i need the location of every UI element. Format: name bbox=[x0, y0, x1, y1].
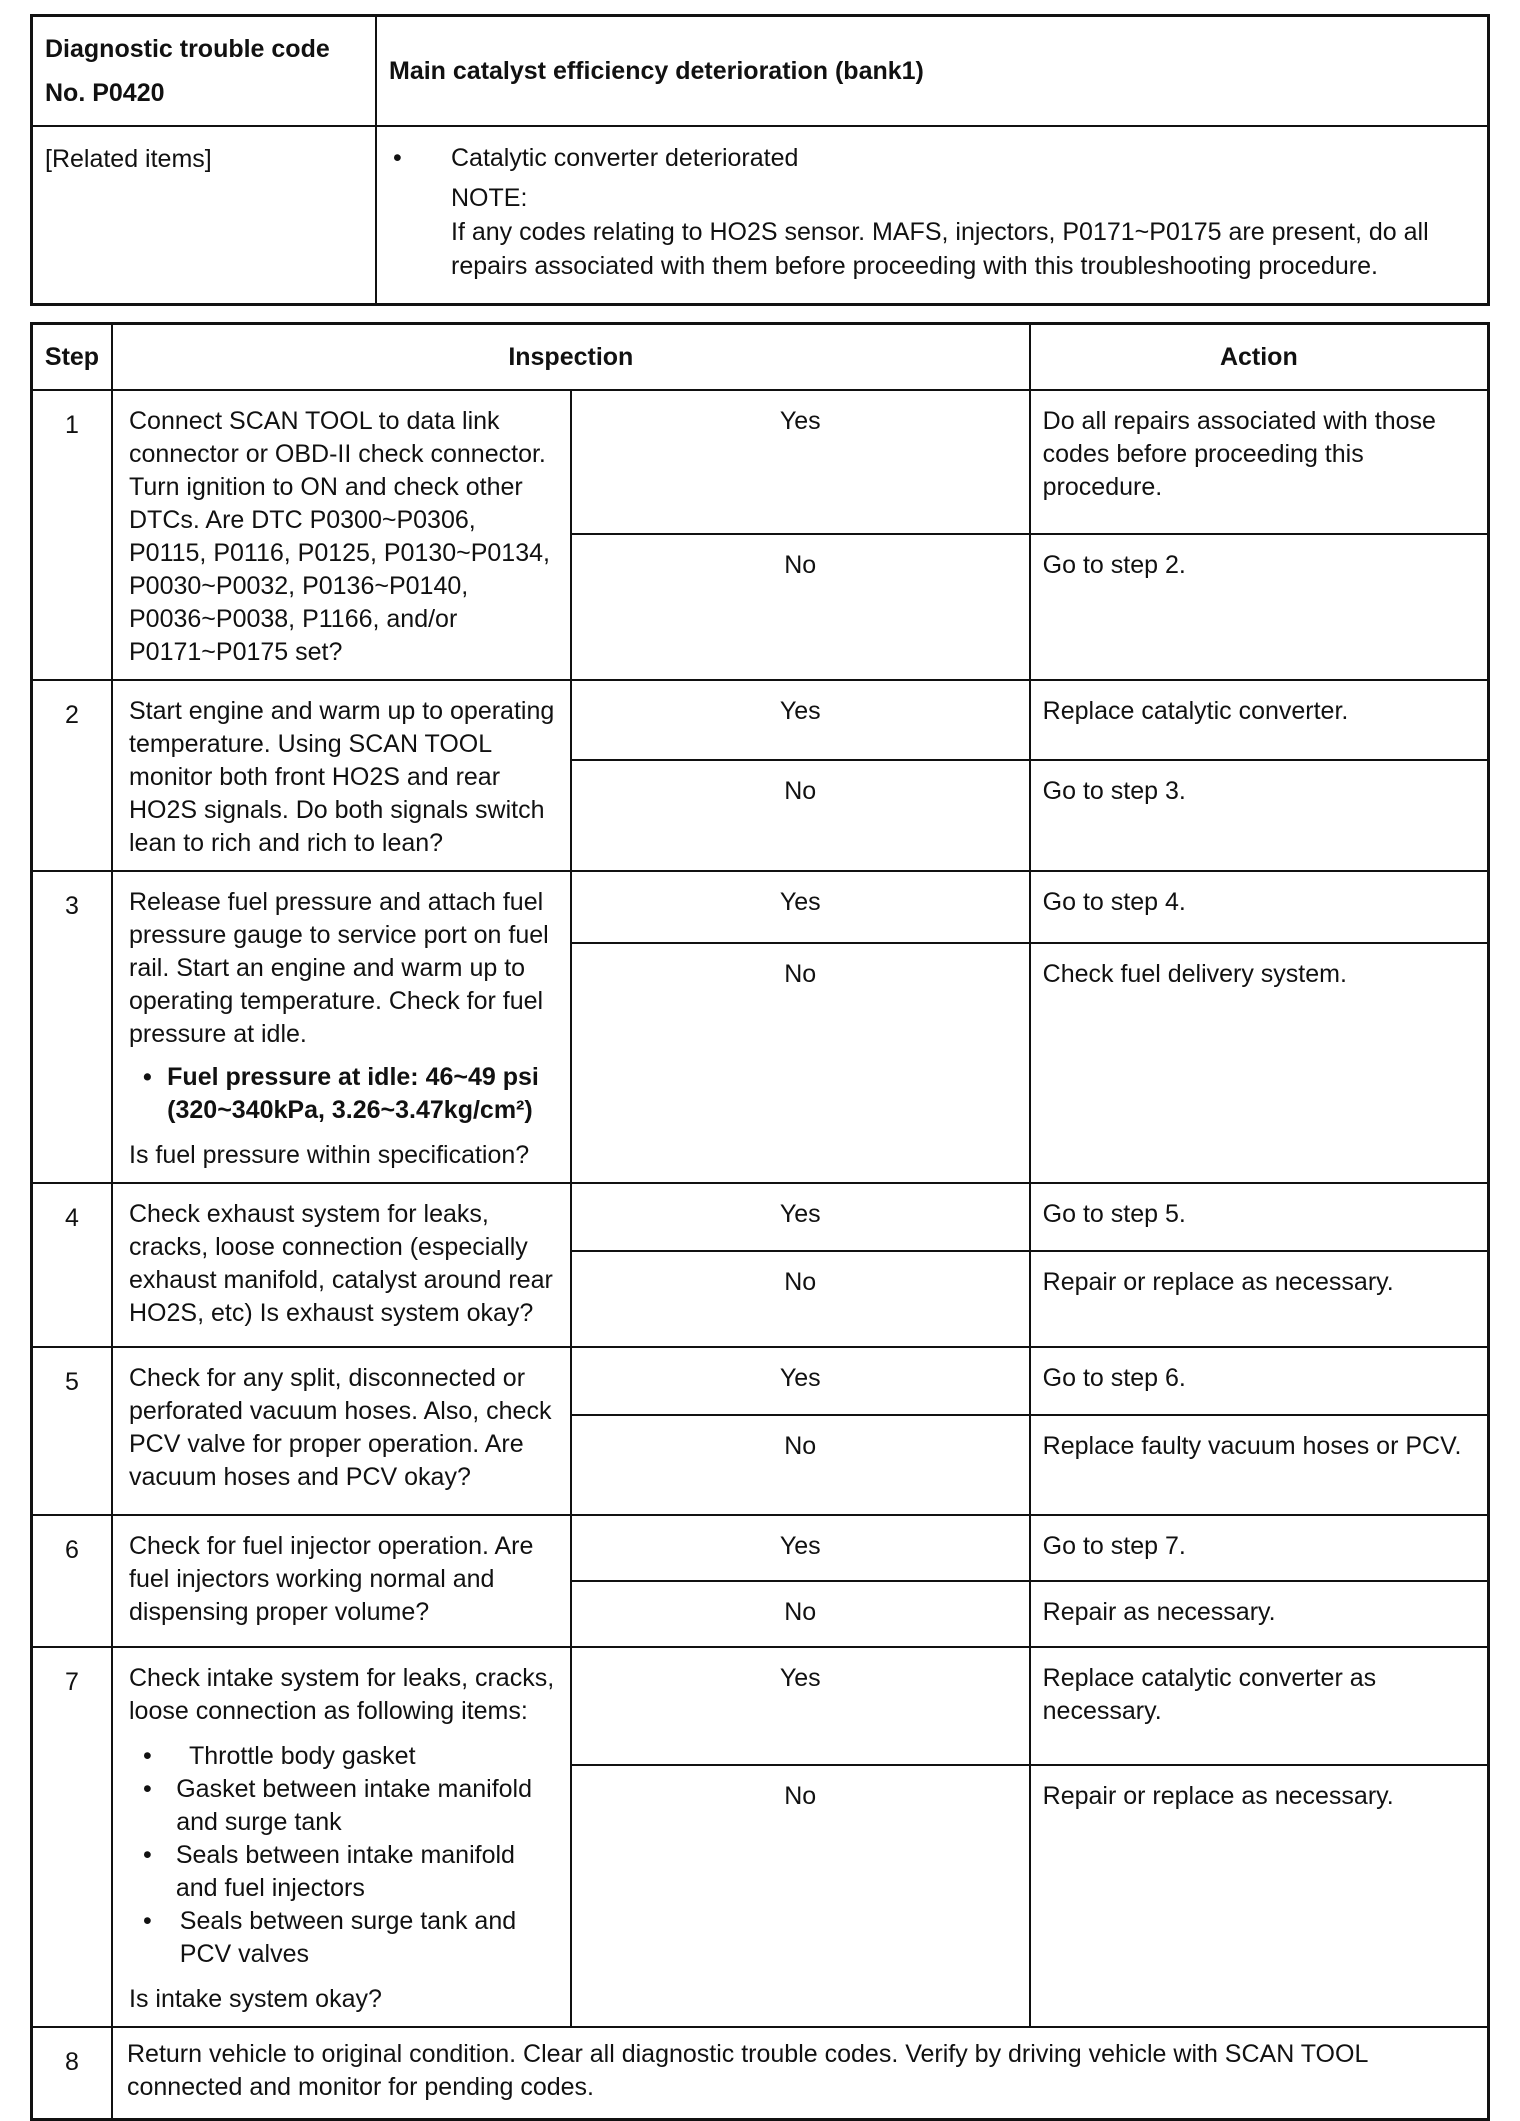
step-inspection: Start engine and warm up to operating temperature. Using SCAN TOOL monitor both front HO2S and rear HO2S signals. Do both signals switch lean to rich and rich to lean? bbox=[112, 680, 571, 871]
list-item-text: Gasket between intake manifold and surge tank bbox=[176, 1775, 532, 1836]
intake-items-list bbox=[129, 1740, 558, 1971]
step-full-instruction: Return vehicle to original condition. Clear all diagnostic trouble codes. Verify by driving vehicle with SCAN TOOL connected and monitor for pending codes. bbox=[112, 2027, 1489, 2120]
table-row bbox=[32, 1183, 1489, 1251]
yes-label: Yes bbox=[571, 871, 1030, 943]
related-item bbox=[389, 141, 1475, 175]
yes-label: Yes bbox=[571, 1515, 1030, 1581]
fuel-pressure-spec bbox=[129, 1061, 558, 1127]
list-item-text: Seals between surge tank and PCV valves bbox=[179, 1907, 517, 1968]
step-number: 3 bbox=[32, 871, 113, 1183]
troubleshooting-table bbox=[30, 322, 1490, 2121]
step-number: 5 bbox=[32, 1347, 113, 1515]
no-label: No bbox=[571, 534, 1030, 680]
step-inspection bbox=[112, 871, 571, 1183]
dtc-code-cell bbox=[32, 16, 377, 127]
bullet-icon: • bbox=[143, 1742, 152, 1770]
no-label: No bbox=[571, 1581, 1030, 1647]
step-number: 1 bbox=[32, 390, 113, 680]
fuel-pressure-spec-text: Fuel pressure at idle: 46~49 psi (320~340kPa, 3.26~3.47kg/cm²) bbox=[167, 1063, 539, 1124]
no-label: No bbox=[571, 1251, 1030, 1347]
note-label: NOTE: bbox=[451, 184, 528, 212]
list-item bbox=[129, 1740, 558, 1773]
related-items-cell bbox=[376, 126, 1489, 305]
no-action: Repair or replace as necessary. bbox=[1030, 1251, 1489, 1347]
yes-label: Yes bbox=[571, 1347, 1030, 1415]
step-inspection-text: Release fuel pressure and attach fuel pressure gauge to service port on fuel rail. Start an engine and warm up to operating temperature. Check for fuel pressure at idle. bbox=[129, 888, 549, 1048]
dtc-title: Main catalyst efficiency deterioration (bank1) bbox=[376, 16, 1489, 127]
step-number: 2 bbox=[32, 680, 113, 871]
yes-action: Replace catalytic converter as necessary. bbox=[1030, 1647, 1489, 1765]
list-item bbox=[129, 1773, 558, 1839]
no-label: No bbox=[571, 1765, 1030, 2027]
no-action: Check fuel delivery system. bbox=[1030, 943, 1489, 1183]
step-number: 6 bbox=[32, 1515, 113, 1647]
yes-label: Yes bbox=[571, 390, 1030, 534]
bullet-icon: • bbox=[143, 1841, 152, 1869]
yes-action: Do all repairs associated with those codes before proceeding this procedure. bbox=[1030, 390, 1489, 534]
no-action: Repair as necessary. bbox=[1030, 1581, 1489, 1647]
step-number: 8 bbox=[32, 2027, 113, 2120]
list-item bbox=[129, 1905, 558, 1971]
no-action: Go to step 3. bbox=[1030, 760, 1489, 871]
step-inspection: Connect SCAN TOOL to data link connector or OBD-II check connector. Turn ignition to ON and check other DTCs. Are DTC P0300~P0306, P0115, P0116, P0125, P0130~P0134, P0030~P0032, P0136~P0140, P0036~P0038, P1166, and/or P0171~P0175 set? bbox=[112, 390, 571, 680]
step-question: Is intake system okay? bbox=[129, 1985, 382, 2013]
bullet-icon: • bbox=[393, 144, 402, 172]
step-inspection: Check exhaust system for leaks, cracks, loose connection (especially exhaust manifold, catalyst around rear HO2S, etc) Is exhaust system okay? bbox=[112, 1183, 571, 1347]
step-number: 7 bbox=[32, 1647, 113, 2027]
table-row bbox=[32, 1515, 1489, 1581]
no-label: No bbox=[571, 1415, 1030, 1515]
table-row bbox=[32, 871, 1489, 943]
related-items-label: [Related items] bbox=[32, 126, 377, 305]
table-header-row bbox=[32, 324, 1489, 391]
yes-label: Yes bbox=[571, 680, 1030, 760]
col-step-header: Step bbox=[32, 324, 113, 391]
related-item-text: Catalytic converter deteriorated bbox=[451, 144, 799, 172]
bullet-icon: • bbox=[143, 1063, 152, 1091]
col-action-header: Action bbox=[1030, 324, 1489, 391]
yes-action: Go to step 5. bbox=[1030, 1183, 1489, 1251]
step-inspection: Check for fuel injector operation. Are fuel injectors working normal and dispensing proper volume? bbox=[112, 1515, 571, 1647]
step-inspection-text: Check intake system for leaks, cracks, loose connection as following items: bbox=[129, 1664, 555, 1725]
table-row bbox=[32, 2027, 1489, 2120]
note-text: If any codes relating to HO2S sensor. MAFS, injectors, P0171~P0175 are present, do all repairs associated with them before proceeding with this troubleshooting procedure. bbox=[451, 218, 1429, 280]
yes-action: Replace catalytic converter. bbox=[1030, 680, 1489, 760]
step-number: 4 bbox=[32, 1183, 113, 1347]
step-question: Is fuel pressure within specification? bbox=[129, 1141, 530, 1169]
yes-action: Go to step 4. bbox=[1030, 871, 1489, 943]
list-item-text: Throttle body gasket bbox=[189, 1742, 416, 1770]
table-row bbox=[32, 1647, 1489, 1765]
no-action: Go to step 2. bbox=[1030, 534, 1489, 680]
no-label: No bbox=[571, 760, 1030, 871]
dtc-code-number: No. P0420 bbox=[45, 79, 165, 107]
dtc-code-label: Diagnostic trouble code bbox=[45, 35, 330, 63]
note-block bbox=[389, 181, 1475, 283]
bullet-icon: • bbox=[143, 1907, 152, 1935]
table-row bbox=[32, 1347, 1489, 1415]
dtc-header-table bbox=[30, 14, 1490, 306]
col-inspection-header: Inspection bbox=[112, 324, 1030, 391]
list-item-text: Seals between intake manifold and fuel injectors bbox=[175, 1841, 515, 1902]
bullet-icon: • bbox=[143, 1775, 152, 1803]
no-action: Replace faulty vacuum hoses or PCV. bbox=[1030, 1415, 1489, 1515]
list-item bbox=[129, 1839, 558, 1905]
yes-action: Go to step 6. bbox=[1030, 1347, 1489, 1415]
no-label: No bbox=[571, 943, 1030, 1183]
table-row bbox=[32, 390, 1489, 534]
yes-label: Yes bbox=[571, 1183, 1030, 1251]
table-row bbox=[32, 680, 1489, 760]
step-inspection bbox=[112, 1647, 571, 2027]
yes-action: Go to step 7. bbox=[1030, 1515, 1489, 1581]
step-inspection: Check for any split, disconnected or perforated vacuum hoses. Also, check PCV valve for proper operation. Are vacuum hoses and PCV okay? bbox=[112, 1347, 571, 1515]
no-action: Repair or replace as necessary. bbox=[1030, 1765, 1489, 2027]
yes-label: Yes bbox=[571, 1647, 1030, 1765]
